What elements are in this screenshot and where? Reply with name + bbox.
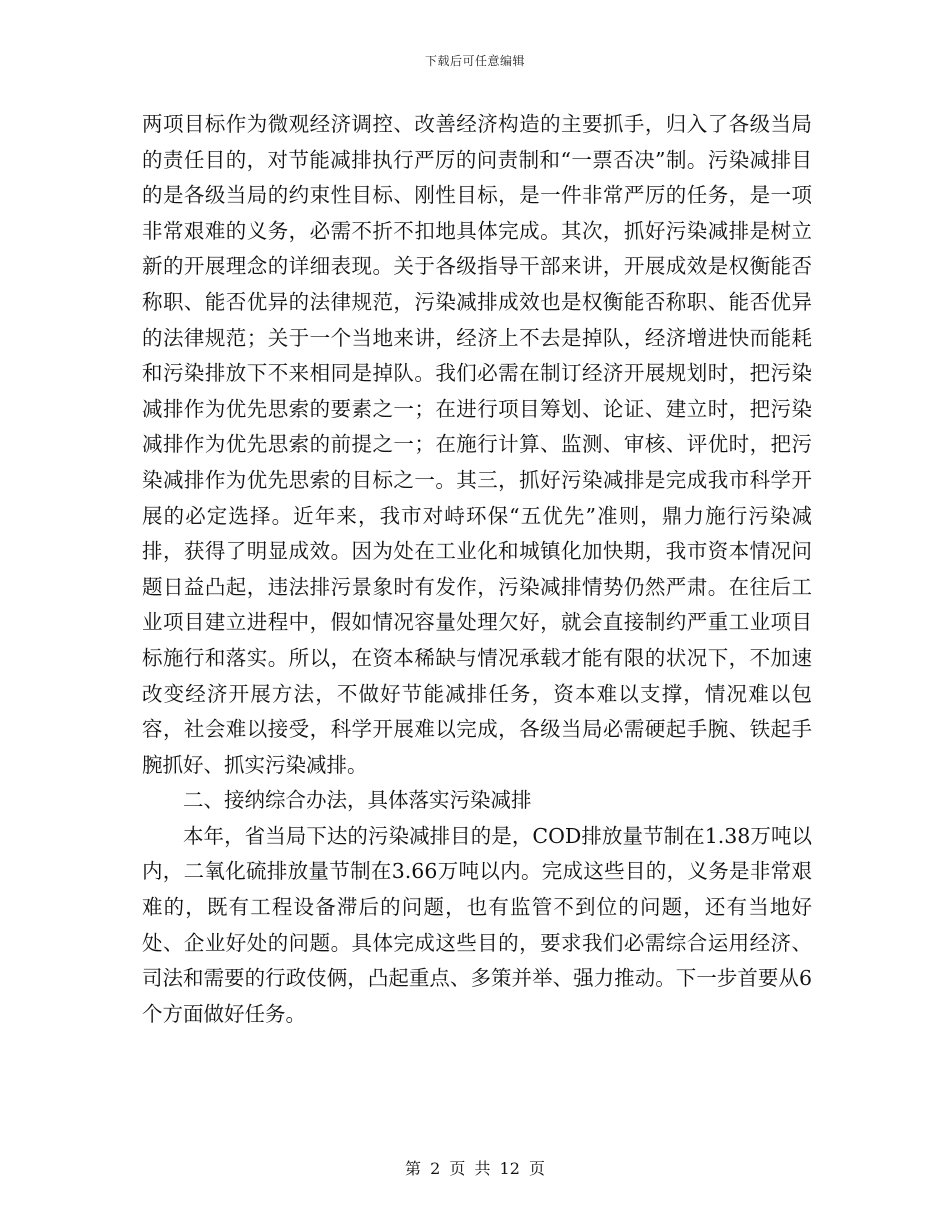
page-header: 下载后可任意编辑	[424, 54, 525, 68]
section-heading: 二、接纳综合办法，具体落实污染减排	[183, 788, 532, 813]
document-body	[142, 107, 812, 1032]
body-paragraph: 两项目标作为微观经济调控、改善经济构造的主要抓手，归入了各级当局的责任目的，对节能减排执行严厉的问责制和“一票否决”制。污染减排目的是各级当局的约束性目标、刚性目标，是一件非常严厉的任务，是一项非常艰难的义务，必需不折不扣地具体完成。其次，抓好污染减排是树立新的开展理念的详细表现。关于各级指导干部来讲，开展成效是权衡能否称职、能否优异的法律规范，污染减排成效也是权衡能否称职、能否优异的法律规范；关于一个当地来讲，经济上不去是掉队，经济增进快而能耗和污染排放下不来相同是掉队。我们必需在制订经济开展规划时，把污染减排作为优先思索的要素之一；在进行项目筹划、论证、建立时，把污染减排作为优先思索的前提之一；在施行计算、监测、审核、评优时，把污染减排作为优先思索的目标之一。其三，抓好污染减排是完成我市科学开展的必定选择。近年来，我市对峙环保“五优先”准则，鼎力施行污染减排，获得了明显成效。因为处在工业化和城镇化加快期，我市资本情况问题日益凸起，违法排污景象时有发作，污染减排情势仍然严肃。在往后工业项目建立进程中，假如情况容量处理欠好，就会直接制约严重工业项目标施行和落实。所以，在资本稀缺与情况承载才能有限的状况下，不加速改变经济开展方法，不做好节能减排任务，资本难以支撑，情况难以包容，社会难以接受，科学开展难以完成，各级当局必需硬起手腕、铁起手腕抓好、抓实污染减排。	[142, 112, 812, 777]
body-paragraph: 本年，省当局下达的污染减排目的是，COD排放量节制在1.38万吨以内，二氧化硫排放量节制在3.66万吨以内。完成这些目的，义务是非常艰难的，既有工程设备滞后的问题，也有监管不到位的问题，还有当地好处、企业好处的问题。具体完成这些目的，要求我们必需综合运用经济、司法和需要的行政伎俩，凸起重点、多策并举、强力推动。下一步首要从6个方面做好任务。	[142, 823, 812, 1026]
page-number: 第 2 页 共 12 页	[405, 1159, 545, 1178]
